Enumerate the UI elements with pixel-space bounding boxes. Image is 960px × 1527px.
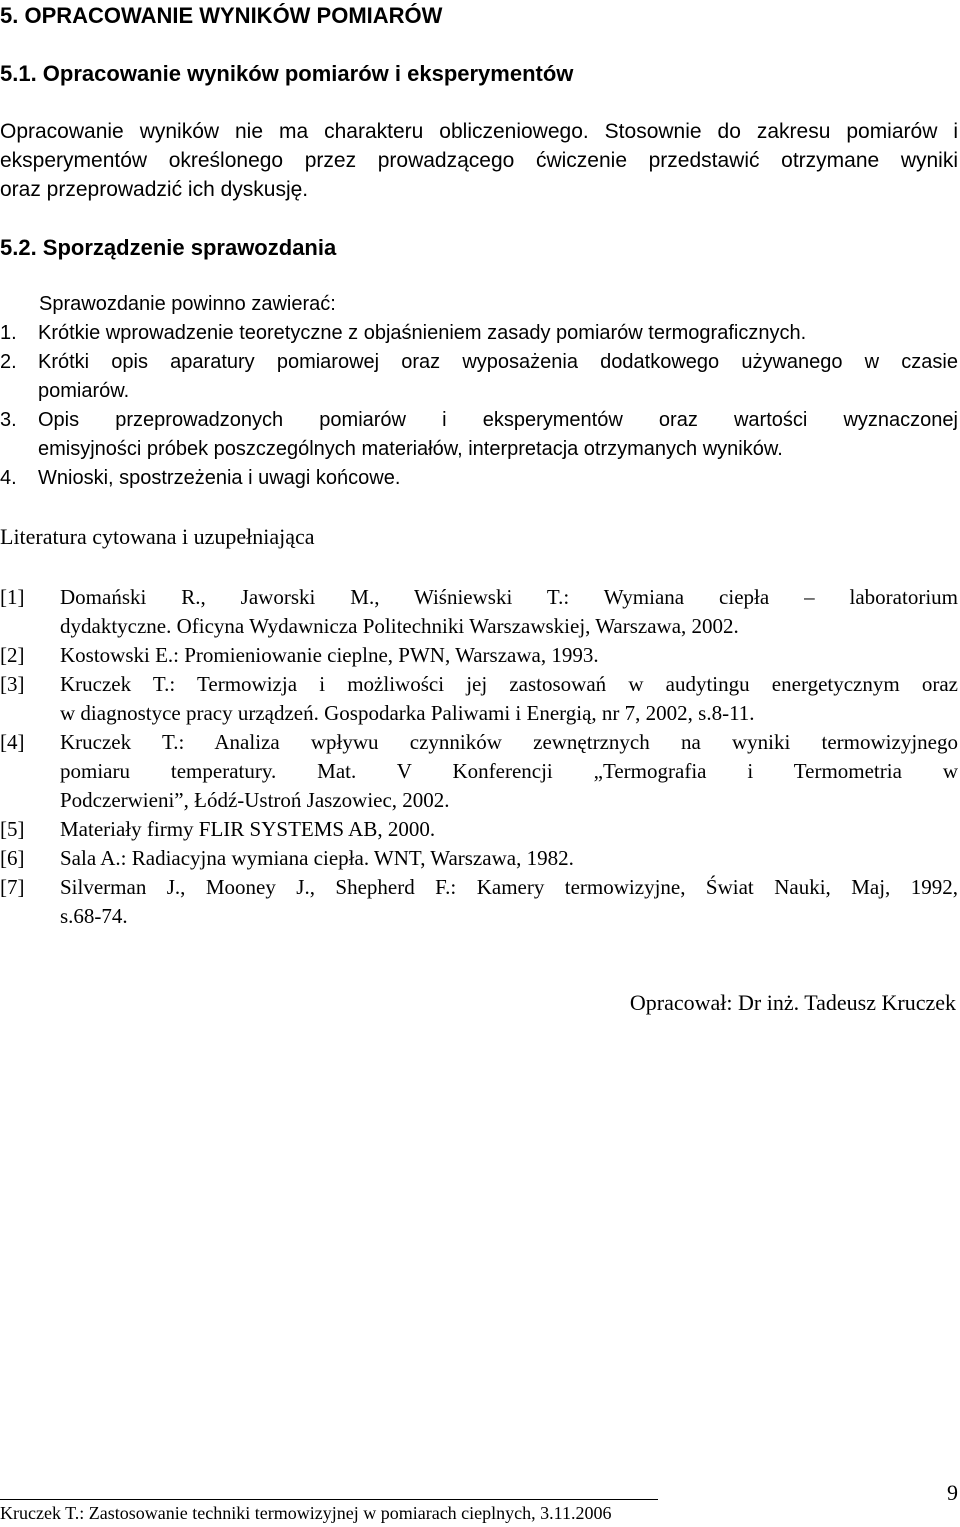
bibliography-number: [2] [0, 643, 25, 667]
bibliography-line: Materiały firmy FLIR SYSTEMS AB, 2000. [60, 817, 436, 841]
bibliography-line: Kostowski E.: Promieniowanie cieplne, PWN, Warszawa, 1993. [60, 643, 599, 667]
list-item [0, 348, 958, 406]
bibliography-entry [0, 641, 958, 670]
bibliography-line: Domański R., Jaworski M., Wiśniewski T.: Wymiana ciepła – laboratorium [60, 585, 958, 609]
list-item-line: Krótki opis aparatury pomiarowej oraz wyposażenia dodatkowego używanego w czasie [38, 351, 958, 373]
footer-text: Kruczek T.: Zastosowanie techniki termowizyjnej w pomiarach cieplnych, 3.11.2006 [0, 1503, 612, 1523]
list-item-line: Wnioski, spostrzeżenia i uwagi końcowe. [38, 467, 401, 489]
chapter-heading: 5. OPRACOWANIE WYNIKÓW POMIARÓW [0, 3, 443, 28]
paragraph-line: Opracowanie wyników nie ma charakteru obliczeniowego. Stosownie do zakresu pomiarów i [0, 120, 958, 143]
paragraph-line: oraz przeprowadzić ich dyskusję. [0, 178, 309, 201]
list-number: 3. [0, 409, 17, 431]
bibliography-number: [3] [0, 672, 25, 696]
bibliography-entry [0, 670, 958, 728]
list-item [0, 406, 958, 464]
list-item [0, 464, 958, 493]
list-item-line: Opis przeprowadzonych pomiarów i eksperymentów oraz wartości wyznaczonej [38, 409, 958, 431]
section-heading: 5.2. Sporządzenie sprawozdania [0, 235, 337, 260]
bibliography-entry [0, 583, 958, 641]
bibliography-heading: Literatura cytowana i uzupełniająca [0, 524, 315, 549]
list-number: 1. [0, 322, 17, 344]
bibliography-line: Kruczek T.: Termowizja i możliwości jej zastosowań w audytingu energetycznym oraz [60, 672, 958, 696]
list-item-line: Krótkie wprowadzenie teoretyczne z objaśnieniem zasady pomiarów termograficznych. [38, 322, 807, 344]
bibliography-number: [4] [0, 730, 25, 754]
bibliography-number: [6] [0, 846, 25, 870]
bibliography-line: Sala A.: Radiacyjna wymiana ciepła. WNT, Warszawa, 1982. [60, 846, 574, 870]
author-signature: Opracował: Dr inż. Tadeusz Kruczek [629, 990, 956, 1015]
bibliography-entry [0, 728, 958, 815]
page-number: 9 [947, 1480, 958, 1505]
list-item-line: emisyjności próbek poszczególnych materiałów, interpretacja otrzymanych wyników. [38, 438, 783, 460]
bibliography-entry [0, 873, 958, 931]
report-intro: Sprawozdanie powinno zawierać: [39, 293, 336, 315]
section-heading: 5.1. Opracowanie wyników pomiarów i eksperymentów [0, 61, 574, 86]
list-number: 2. [0, 351, 17, 373]
bibliography-number: [5] [0, 817, 25, 841]
bibliography-line: Kruczek T.: Analiza wpływu czynników zewnętrznych na wyniki termowizyjnego [60, 730, 958, 754]
footer-divider [0, 1499, 658, 1500]
bibliography-entry [0, 815, 958, 844]
list-number: 4. [0, 467, 17, 489]
bibliography-line: Silverman J., Mooney J., Shepherd F.: Kamery termowizyjne, Świat Nauki, Maj, 1992, [60, 875, 958, 899]
paragraph [0, 117, 958, 204]
bibliography-number: [7] [0, 875, 25, 899]
bibliography-line: pomiaru temperatury. Mat. V Konferencji „Termografia i Termometria w [60, 759, 958, 783]
list-item-line: pomiarów. [38, 380, 130, 402]
paragraph-line: eksperymentów określonego przez prowadzącego ćwiczenie przedstawić otrzymane wyniki [0, 149, 958, 172]
bibliography-line: dydaktyczne. Oficyna Wydawnicza Politechniki Warszawskiej, Warszawa, 2002. [60, 614, 739, 638]
bibliography-line: Podczerwieni”, Łódź-Ustroń Jaszowiec, 2002. [60, 788, 450, 812]
list-item [0, 319, 958, 348]
bibliography-entry [0, 844, 958, 873]
bibliography-line: w diagnostyce pracy urządzeń. Gospodarka Paliwami i Energią, nr 7, 2002, s.8-11. [60, 701, 755, 725]
bibliography-line: s.68-74. [60, 904, 128, 928]
bibliography-number: [1] [0, 585, 25, 609]
